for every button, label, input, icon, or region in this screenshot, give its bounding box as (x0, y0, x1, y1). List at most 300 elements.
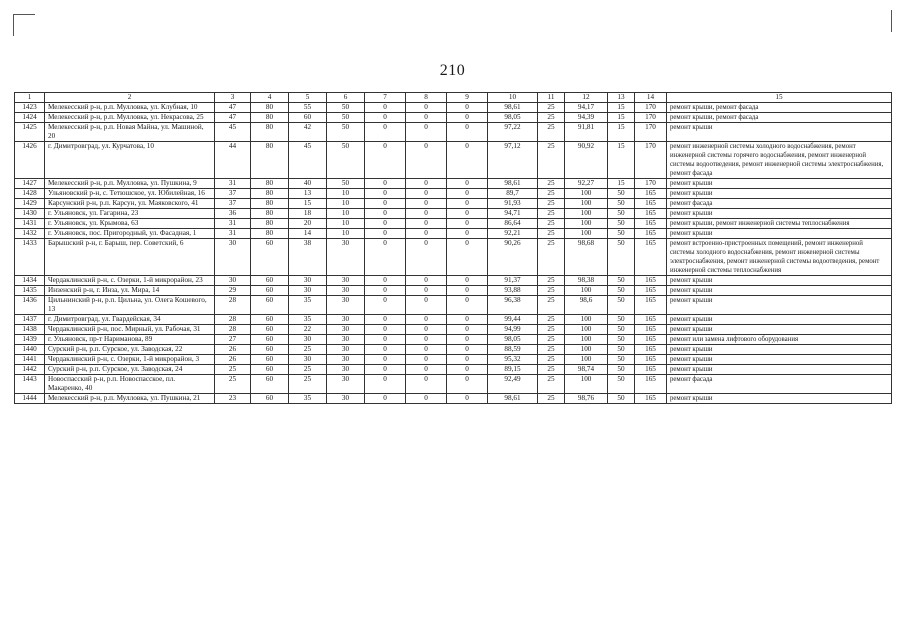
row-number-cell: 1435 (15, 286, 45, 296)
work-types-cell: ремонт крыши (667, 229, 892, 239)
col-4-cell: 60 (251, 325, 289, 335)
col-10-cell: 91,37 (488, 276, 538, 286)
table-row (15, 365, 892, 375)
col-12-cell: 92,27 (565, 179, 608, 189)
col-4-cell: 80 (251, 229, 289, 239)
col-13-cell: 50 (608, 209, 635, 219)
col-13-cell: 15 (608, 103, 635, 113)
col-3-cell: 30 (215, 276, 251, 286)
col-6-cell: 10 (327, 229, 365, 239)
col-14-cell: 165 (635, 199, 667, 209)
col-14-cell: 165 (635, 189, 667, 199)
col-8-cell: 0 (406, 179, 447, 189)
work-types-cell: ремонт крыши (667, 209, 892, 219)
column-header: 8 (406, 93, 447, 103)
col-10-cell: 94,99 (488, 325, 538, 335)
col-12-cell: 98,38 (565, 276, 608, 286)
work-types-cell: ремонт крыши (667, 179, 892, 189)
col-4-cell: 80 (251, 199, 289, 209)
address-cell: г. Ульяновск, ул. Гагарина, 23 (45, 209, 215, 219)
address-cell: Мелекесский р-н, р.п. Мулловка, ул. Пушкина, 21 (45, 394, 215, 404)
work-types-cell: ремонт или замена лифтового оборудования (667, 335, 892, 345)
col-6-cell: 50 (327, 113, 365, 123)
col-6-cell: 30 (327, 315, 365, 325)
col-9-cell: 0 (447, 199, 488, 209)
col-7-cell: 0 (365, 219, 406, 229)
col-9-cell: 0 (447, 103, 488, 113)
table-row (15, 113, 892, 123)
col-11-cell: 25 (538, 209, 565, 219)
row-number-cell: 1426 (15, 142, 45, 179)
row-number-cell: 1438 (15, 325, 45, 335)
col-13-cell: 50 (608, 325, 635, 335)
work-types-cell: ремонт крыши, ремонт фасада (667, 113, 892, 123)
address-cell: Чердаклинский р-н, с. Озерки, 1-й микрорайон, 23 (45, 276, 215, 286)
row-number-cell: 1434 (15, 276, 45, 286)
col-8-cell: 0 (406, 113, 447, 123)
col-8-cell: 0 (406, 189, 447, 199)
col-8-cell: 0 (406, 365, 447, 375)
col-4-cell: 60 (251, 375, 289, 394)
row-number-cell: 1444 (15, 394, 45, 404)
row-number-cell: 1440 (15, 345, 45, 355)
col-7-cell: 0 (365, 209, 406, 219)
col-12-cell: 100 (565, 315, 608, 325)
col-12-cell: 100 (565, 229, 608, 239)
col-10-cell: 98,61 (488, 394, 538, 404)
col-10-cell: 86,64 (488, 219, 538, 229)
row-number-cell: 1427 (15, 179, 45, 189)
col-13-cell: 50 (608, 286, 635, 296)
col-14-cell: 165 (635, 276, 667, 286)
row-number-cell: 1439 (15, 335, 45, 345)
col-3-cell: 28 (215, 315, 251, 325)
col-12-cell: 94,39 (565, 113, 608, 123)
table-row (15, 239, 892, 276)
col-5-cell: 35 (289, 315, 327, 325)
column-header: 11 (538, 93, 565, 103)
table-row (15, 315, 892, 325)
col-4-cell: 60 (251, 276, 289, 286)
col-4-cell: 80 (251, 179, 289, 189)
col-10-cell: 98,05 (488, 113, 538, 123)
col-14-cell: 165 (635, 345, 667, 355)
work-types-cell: ремонт встроенно-пристроенных помещений, ремонт инженерной системы холодного водоснабжения, ремонт инженерной системы электроснабжения, ремонт инженерной системы водоотведения, ремонт инженерной системы теплоснабжения (667, 239, 892, 276)
col-6-cell: 30 (327, 276, 365, 286)
col-7-cell: 0 (365, 394, 406, 404)
col-7-cell: 0 (365, 375, 406, 394)
col-6-cell: 30 (327, 365, 365, 375)
row-number-cell: 1436 (15, 296, 45, 315)
col-9-cell: 0 (447, 286, 488, 296)
col-10-cell: 96,38 (488, 296, 538, 315)
column-header: 12 (565, 93, 608, 103)
col-3-cell: 28 (215, 325, 251, 335)
corner-mark-top-left (13, 14, 14, 36)
col-10-cell: 98,61 (488, 103, 538, 113)
col-3-cell: 23 (215, 394, 251, 404)
work-types-cell: ремонт крыши (667, 286, 892, 296)
col-9-cell: 0 (447, 239, 488, 276)
col-10-cell: 97,22 (488, 123, 538, 142)
col-7-cell: 0 (365, 123, 406, 142)
col-13-cell: 50 (608, 296, 635, 315)
col-7-cell: 0 (365, 345, 406, 355)
table-row (15, 375, 892, 394)
work-types-cell: ремонт крыши (667, 365, 892, 375)
col-14-cell: 165 (635, 219, 667, 229)
col-5-cell: 38 (289, 239, 327, 276)
col-13-cell: 15 (608, 123, 635, 142)
work-types-cell: ремонт крыши (667, 355, 892, 365)
table-row (15, 209, 892, 219)
col-13-cell: 50 (608, 189, 635, 199)
col-10-cell: 89,15 (488, 365, 538, 375)
col-4-cell: 80 (251, 142, 289, 179)
col-13-cell: 50 (608, 394, 635, 404)
col-10-cell: 92,21 (488, 229, 538, 239)
column-header: 7 (365, 93, 406, 103)
address-cell: г. Димитровград, ул. Курчатова, 10 (45, 142, 215, 179)
row-number-cell: 1437 (15, 315, 45, 325)
col-6-cell: 30 (327, 335, 365, 345)
col-10-cell: 95,32 (488, 355, 538, 365)
col-4-cell: 80 (251, 123, 289, 142)
col-14-cell: 165 (635, 209, 667, 219)
col-10-cell: 89,7 (488, 189, 538, 199)
col-11-cell: 25 (538, 335, 565, 345)
column-header: 1 (15, 93, 45, 103)
col-12-cell: 94,17 (565, 103, 608, 113)
table-row (15, 123, 892, 142)
col-12-cell: 100 (565, 325, 608, 335)
col-14-cell: 170 (635, 142, 667, 179)
col-6-cell: 10 (327, 199, 365, 209)
col-14-cell: 165 (635, 394, 667, 404)
col-4-cell: 60 (251, 286, 289, 296)
col-13-cell: 50 (608, 355, 635, 365)
col-8-cell: 0 (406, 286, 447, 296)
col-9-cell: 0 (447, 219, 488, 229)
col-5-cell: 25 (289, 375, 327, 394)
col-4-cell: 60 (251, 365, 289, 375)
col-5-cell: 35 (289, 296, 327, 315)
col-7-cell: 0 (365, 325, 406, 335)
col-9-cell: 0 (447, 189, 488, 199)
col-9-cell: 0 (447, 229, 488, 239)
col-5-cell: 30 (289, 355, 327, 365)
col-3-cell: 37 (215, 189, 251, 199)
col-7-cell: 0 (365, 286, 406, 296)
col-12-cell: 90,92 (565, 142, 608, 179)
col-7-cell: 0 (365, 189, 406, 199)
col-10-cell: 88,59 (488, 345, 538, 355)
col-13-cell: 15 (608, 179, 635, 189)
col-3-cell: 37 (215, 199, 251, 209)
work-types-cell: ремонт крыши (667, 189, 892, 199)
col-3-cell: 26 (215, 345, 251, 355)
col-11-cell: 25 (538, 394, 565, 404)
column-header: 2 (45, 93, 215, 103)
col-7-cell: 0 (365, 296, 406, 315)
col-8-cell: 0 (406, 142, 447, 179)
table-row (15, 103, 892, 113)
col-7-cell: 0 (365, 239, 406, 276)
col-8-cell: 0 (406, 209, 447, 219)
table-row (15, 199, 892, 209)
col-5-cell: 60 (289, 113, 327, 123)
col-5-cell: 30 (289, 276, 327, 286)
col-8-cell: 0 (406, 229, 447, 239)
col-13-cell: 50 (608, 219, 635, 229)
col-4-cell: 60 (251, 296, 289, 315)
col-7-cell: 0 (365, 199, 406, 209)
col-4-cell: 60 (251, 239, 289, 276)
col-12-cell: 100 (565, 345, 608, 355)
col-11-cell: 25 (538, 239, 565, 276)
col-8-cell: 0 (406, 394, 447, 404)
col-3-cell: 26 (215, 355, 251, 365)
work-types-cell: ремонт крыши, ремонт инженерной системы теплоснабжения (667, 219, 892, 229)
col-13-cell: 50 (608, 229, 635, 239)
address-cell: Чердаклинский р-н, пос. Мирный, ул. Рабочая, 31 (45, 325, 215, 335)
column-header: 9 (447, 93, 488, 103)
col-12-cell: 100 (565, 286, 608, 296)
col-8-cell: 0 (406, 355, 447, 365)
col-14-cell: 165 (635, 375, 667, 394)
col-11-cell: 25 (538, 315, 565, 325)
col-11-cell: 25 (538, 296, 565, 315)
col-12-cell: 98,6 (565, 296, 608, 315)
work-types-cell: ремонт крыши, ремонт фасада (667, 103, 892, 113)
col-5-cell: 13 (289, 189, 327, 199)
col-14-cell: 165 (635, 365, 667, 375)
table-body (15, 93, 892, 404)
col-11-cell: 25 (538, 355, 565, 365)
address-cell: Мелекесский р-н, р.п. Мулловка, ул. Пушкина, 9 (45, 179, 215, 189)
col-5-cell: 25 (289, 345, 327, 355)
col-12-cell: 98,74 (565, 365, 608, 375)
col-11-cell: 25 (538, 345, 565, 355)
work-types-cell: ремонт фасада (667, 375, 892, 394)
col-8-cell: 0 (406, 276, 447, 286)
col-9-cell: 0 (447, 315, 488, 325)
col-11-cell: 25 (538, 142, 565, 179)
col-10-cell: 94,71 (488, 209, 538, 219)
col-5-cell: 20 (289, 219, 327, 229)
row-number-cell: 1443 (15, 375, 45, 394)
col-14-cell: 170 (635, 113, 667, 123)
col-9-cell: 0 (447, 296, 488, 315)
col-6-cell: 30 (327, 375, 365, 394)
col-13-cell: 50 (608, 375, 635, 394)
col-14-cell: 165 (635, 325, 667, 335)
col-4-cell: 80 (251, 113, 289, 123)
col-6-cell: 50 (327, 123, 365, 142)
col-4-cell: 60 (251, 355, 289, 365)
row-number-cell: 1433 (15, 239, 45, 276)
col-13-cell: 15 (608, 113, 635, 123)
col-13-cell: 50 (608, 199, 635, 209)
col-14-cell: 165 (635, 335, 667, 345)
address-cell: Новоспасский р-н, р.п. Новоспасское, пл. Макаренко, 40 (45, 375, 215, 394)
row-number-cell: 1431 (15, 219, 45, 229)
col-10-cell: 93,88 (488, 286, 538, 296)
col-9-cell: 0 (447, 394, 488, 404)
corner-mark-top-left-horizontal (13, 14, 35, 15)
col-13-cell: 50 (608, 345, 635, 355)
row-number-cell: 1423 (15, 103, 45, 113)
col-4-cell: 60 (251, 345, 289, 355)
col-12-cell: 98,68 (565, 239, 608, 276)
address-cell: Сурский р-н, р.п. Сурское, ул. Заводская, 22 (45, 345, 215, 355)
col-3-cell: 25 (215, 365, 251, 375)
col-7-cell: 0 (365, 113, 406, 123)
col-14-cell: 165 (635, 315, 667, 325)
col-9-cell: 0 (447, 276, 488, 286)
address-cell: Мелекесский р-н, р.п. Мулловка, ул. Клубная, 10 (45, 103, 215, 113)
col-4-cell: 80 (251, 219, 289, 229)
col-12-cell: 98,76 (565, 394, 608, 404)
col-13-cell: 50 (608, 365, 635, 375)
table-row (15, 345, 892, 355)
address-cell: Карсунский р-н, р.п. Карсун, ул. Маяковского, 41 (45, 199, 215, 209)
col-10-cell: 92,49 (488, 375, 538, 394)
work-types-cell: ремонт крыши (667, 276, 892, 286)
table-row (15, 394, 892, 404)
col-12-cell: 100 (565, 335, 608, 345)
col-11-cell: 25 (538, 325, 565, 335)
address-cell: Чердаклинский р-н, с. Озерки, 1-й микрорайон, 3 (45, 355, 215, 365)
col-9-cell: 0 (447, 375, 488, 394)
col-11-cell: 25 (538, 123, 565, 142)
col-14-cell: 165 (635, 229, 667, 239)
col-3-cell: 36 (215, 209, 251, 219)
col-12-cell: 100 (565, 375, 608, 394)
work-types-cell: ремонт крыши (667, 123, 892, 142)
col-3-cell: 29 (215, 286, 251, 296)
table-row (15, 355, 892, 365)
col-5-cell: 30 (289, 286, 327, 296)
col-5-cell: 18 (289, 209, 327, 219)
col-5-cell: 15 (289, 199, 327, 209)
table-row (15, 276, 892, 286)
table-row (15, 229, 892, 239)
col-14-cell: 170 (635, 103, 667, 113)
col-12-cell: 91,81 (565, 123, 608, 142)
col-11-cell: 25 (538, 113, 565, 123)
col-4-cell: 80 (251, 189, 289, 199)
col-8-cell: 0 (406, 325, 447, 335)
address-cell: Ульяновский р-н, с. Тетюшское, ул. Юбилейная, 16 (45, 189, 215, 199)
col-5-cell: 40 (289, 179, 327, 189)
table-row (15, 286, 892, 296)
col-6-cell: 10 (327, 209, 365, 219)
col-14-cell: 165 (635, 296, 667, 315)
col-9-cell: 0 (447, 325, 488, 335)
column-header: 10 (488, 93, 538, 103)
col-3-cell: 31 (215, 179, 251, 189)
col-5-cell: 55 (289, 103, 327, 113)
col-6-cell: 30 (327, 325, 365, 335)
col-11-cell: 25 (538, 286, 565, 296)
col-14-cell: 165 (635, 286, 667, 296)
page-number: 210 (439, 62, 466, 79)
column-header: 14 (635, 93, 667, 103)
header-row (15, 93, 892, 103)
column-header: 6 (327, 93, 365, 103)
row-number-cell: 1429 (15, 199, 45, 209)
column-header: 13 (608, 93, 635, 103)
col-11-cell: 25 (538, 229, 565, 239)
work-types-cell: ремонт крыши (667, 345, 892, 355)
address-cell: Барышский р-н, г. Барыш, пер. Советский, 6 (45, 239, 215, 276)
col-5-cell: 22 (289, 325, 327, 335)
row-number-cell: 1430 (15, 209, 45, 219)
col-9-cell: 0 (447, 209, 488, 219)
address-cell: Сурский р-н, р.п. Сурское, ул. Заводская, 24 (45, 365, 215, 375)
col-7-cell: 0 (365, 276, 406, 286)
col-4-cell: 60 (251, 315, 289, 325)
col-6-cell: 50 (327, 103, 365, 113)
table-row (15, 296, 892, 315)
col-13-cell: 15 (608, 142, 635, 179)
col-10-cell: 98,61 (488, 179, 538, 189)
col-11-cell: 25 (538, 199, 565, 209)
col-7-cell: 0 (365, 355, 406, 365)
col-11-cell: 25 (538, 219, 565, 229)
col-9-cell: 0 (447, 113, 488, 123)
col-12-cell: 100 (565, 189, 608, 199)
col-10-cell: 97,12 (488, 142, 538, 179)
col-3-cell: 47 (215, 103, 251, 113)
address-cell: г. Ульяновск, ул. Крымова, 63 (45, 219, 215, 229)
col-9-cell: 0 (447, 345, 488, 355)
col-13-cell: 50 (608, 315, 635, 325)
col-5-cell: 30 (289, 335, 327, 345)
row-number-cell: 1424 (15, 113, 45, 123)
col-5-cell: 45 (289, 142, 327, 179)
col-3-cell: 27 (215, 335, 251, 345)
col-11-cell: 25 (538, 375, 565, 394)
col-8-cell: 0 (406, 335, 447, 345)
col-11-cell: 25 (538, 103, 565, 113)
col-10-cell: 90,26 (488, 239, 538, 276)
col-3-cell: 31 (215, 229, 251, 239)
col-4-cell: 80 (251, 103, 289, 113)
address-cell: Цильнинский р-н, р.п. Цильна, ул. Олега Кошевого, 13 (45, 296, 215, 315)
col-9-cell: 0 (447, 142, 488, 179)
col-7-cell: 0 (365, 315, 406, 325)
col-4-cell: 60 (251, 335, 289, 345)
row-number-cell: 1428 (15, 189, 45, 199)
col-6-cell: 30 (327, 239, 365, 276)
col-9-cell: 0 (447, 335, 488, 345)
col-9-cell: 0 (447, 355, 488, 365)
col-5-cell: 25 (289, 365, 327, 375)
col-7-cell: 0 (365, 229, 406, 239)
address-cell: Мелекесский р-н, р.п. Мулловка, ул. Некрасова, 25 (45, 113, 215, 123)
col-14-cell: 165 (635, 239, 667, 276)
col-9-cell: 0 (447, 123, 488, 142)
address-cell: Мелекесский р-н, р.п. Новая Майна, ул. Машиной, 20 (45, 123, 215, 142)
col-3-cell: 31 (215, 219, 251, 229)
col-13-cell: 50 (608, 276, 635, 286)
col-8-cell: 0 (406, 296, 447, 315)
col-6-cell: 50 (327, 142, 365, 179)
col-8-cell: 0 (406, 103, 447, 113)
work-types-cell: ремонт крыши (667, 325, 892, 335)
